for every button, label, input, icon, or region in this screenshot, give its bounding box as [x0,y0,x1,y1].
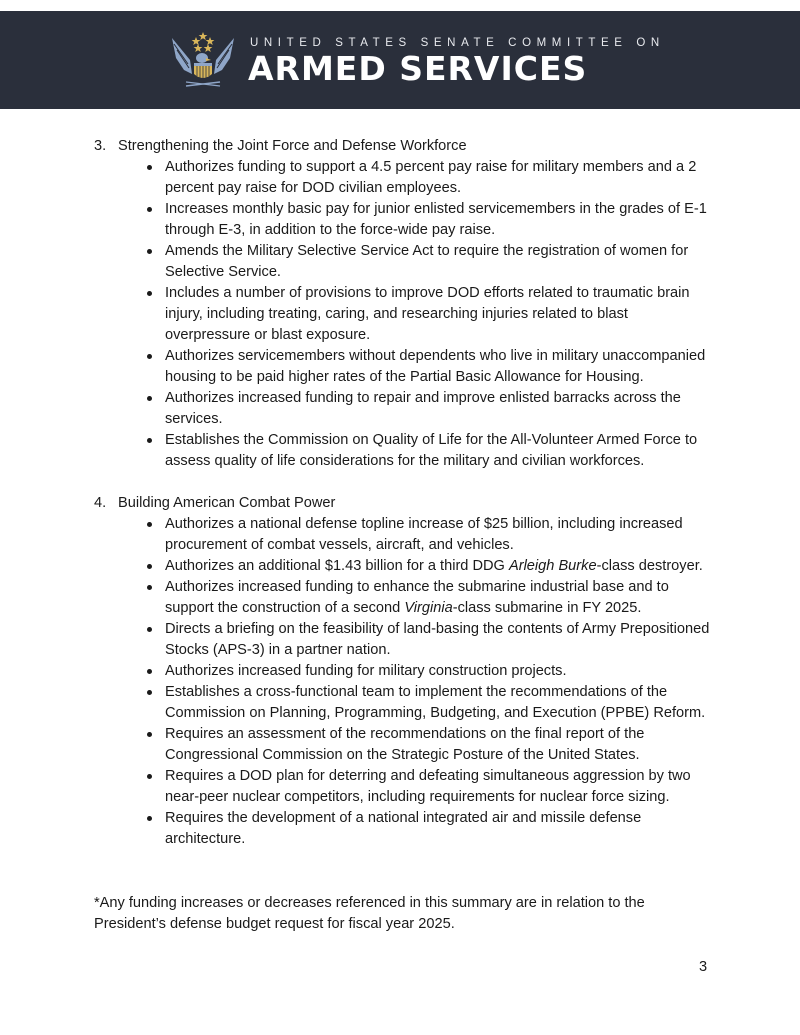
bullet-icon [147,522,152,527]
section-combat-power [94,493,714,850]
list-item [147,556,714,577]
list-item-text [165,579,669,616]
section-title: Building American Combat Power [118,495,336,511]
bullet-icon [147,732,152,737]
page-number: 3 [699,959,708,975]
banner-subtitle: UNITED STATES SENATE COMMITTEE ON [250,37,665,49]
list-item-text [165,558,703,574]
list-item [147,430,714,472]
list-item-text: Directs a briefing on the feasibility of land-basing the contents of Army Prepositioned Stocks (APS-3) in a partner nation. [165,621,710,658]
bullet-icon [147,690,152,695]
list-item-text: Authorizes a national defense topline increase of $25 billion, including increased procurement of combat vessels, aircraft, and vehicles. [165,516,683,553]
section-number: 3. [94,138,107,154]
bullet-icon [147,249,152,254]
banner-text [248,36,665,86]
list-item [147,808,714,850]
footnote: *Any funding increases or decreases referenced in this summary are in relation to the President’s defense budget request for fiscal year 2025. [94,895,645,932]
list-item-text: Increases monthly basic pay for junior enlisted servicemembers in the grades of E-1 through E-3, in addition to the force-wide pay raise. [165,201,707,238]
bullet-icon [147,354,152,359]
list-item [147,283,714,346]
list-item-text: Authorizes servicemembers without dependents who live in military unaccompanied housing to be paid higher rates of the Partial Basic Allowance for Housing. [165,348,706,385]
list-item [147,514,714,556]
list-item [147,388,714,430]
bullet-list [94,157,714,472]
bullet-icon [147,669,152,674]
bullet-icon [147,165,152,170]
list-item-text: Includes a number of provisions to improve DOD efforts related to traumatic brain injury, including treating, caring, and researching injuries related to blast overpressure or blast exposure. [165,285,690,343]
list-item-text: Authorizes funding to support a 4.5 percent pay raise for military members and a 2 percent pay raise for DOD civilian employees. [165,159,697,196]
list-item [147,661,714,682]
text-run: Authorizes an additional $1.43 billion for a third DDG [165,558,509,574]
section-heading [94,493,714,514]
banner-logo-group [168,31,665,91]
list-item-text: Requires a DOD plan for deterring and defeating simultaneous aggression by two near-peer nuclear competitors, including requirements for nuclear force sizing. [165,768,691,805]
ship-class-name: Virginia [404,600,453,616]
list-item [147,577,714,619]
text-run: -class submarine in FY 2025. [452,600,642,616]
section-joint-force [94,136,714,472]
bullet-list [94,514,714,850]
committee-banner [0,11,800,109]
list-item [147,199,714,241]
list-item-text: Requires the development of a national integrated air and missile defense architecture. [165,810,642,847]
list-item [147,682,714,724]
list-item [147,157,714,199]
section-heading [94,136,714,157]
document-body [94,136,714,871]
banner-title: ARMED SERVICES [248,49,588,88]
list-item-text: Amends the Military Selective Service Act to require the registration of women for Selective Service. [165,243,689,280]
bullet-icon [147,438,152,443]
section-number: 4. [94,495,107,511]
list-item-text: Authorizes increased funding for military construction projects. [165,663,567,679]
list-item [147,619,714,661]
list-item-text: Establishes a cross-functional team to implement the recommendations of the Commission on Planning, Programming, Budgeting, and Execution (PPBE) Reform. [165,684,706,721]
bullet-icon [147,585,152,590]
eagle-seal-icon [168,30,238,92]
list-item-text: Requires an assessment of the recommendations on the final report of the Congressional Commission on the Strategic Posture of the United States. [165,726,645,763]
ship-class-name: Arleigh Burke [508,558,597,574]
bullet-icon [147,207,152,212]
list-item [147,346,714,388]
bullet-icon [147,291,152,296]
section-title: Strengthening the Joint Force and Defense Workforce [118,138,467,154]
bullet-icon [147,564,152,569]
bullet-icon [147,816,152,821]
list-item [147,766,714,808]
bullet-icon [147,396,152,401]
list-item [147,724,714,766]
text-run: -class destroyer. [596,558,703,574]
bullet-icon [147,774,152,779]
text-run: Authorizes increased funding to enhance the submarine industrial base and to support the construction of a second [165,579,669,616]
list-item [147,241,714,283]
list-item-text: Authorizes increased funding to repair and improve enlisted barracks across the services. [165,390,681,427]
bullet-icon [147,627,152,632]
list-item-text: Establishes the Commission on Quality of Life for the All-Volunteer Armed Force to assess quality of life considerations for the military and civilian workforces. [165,432,698,469]
